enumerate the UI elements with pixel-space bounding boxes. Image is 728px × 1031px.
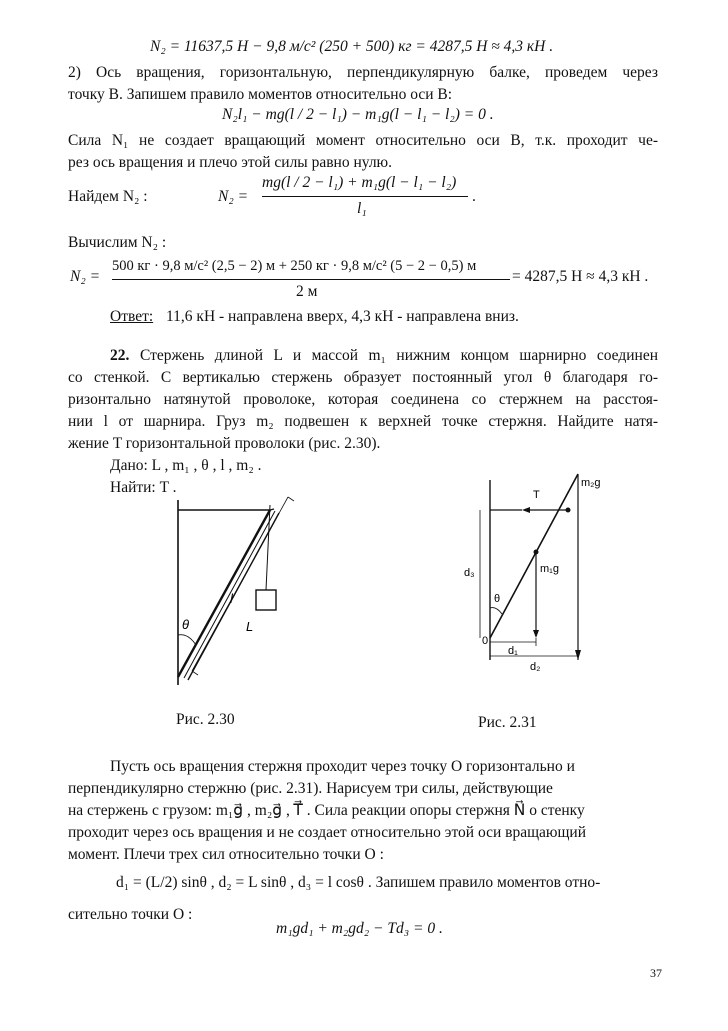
figure-2-31-caption: Рис. 2.31 [478, 714, 537, 731]
lever-arms-line: d₁ = (L/2) sinθ , d₂ = L sinθ , d₃ = l cosθ . Запишем правило моментов отно- [116, 874, 601, 891]
text-line: Стержень длиной L и массой m₁ нижним концом шарнирно соединен [140, 347, 658, 364]
text-line: проходит через ось вращения и не создает относительно этой оси вращающий [68, 824, 586, 841]
n2-lhs-2: N₂ = [70, 268, 101, 285]
d1-label: d₁ [508, 645, 518, 657]
given-line: Дано: L , m₁ , θ , l , m₂ . [110, 457, 262, 474]
equation-moments-o: m₁gd₁ + m₂gd₂ − Td₃ = 0 . [276, 920, 443, 937]
text-line: ризонтально натянутой проволоке, которая соединена со стержнем на расстоя- [68, 391, 658, 408]
fraction-denominator-2: 2 м [296, 283, 318, 300]
d3-label: d₃ [464, 567, 475, 579]
figure-2-30-caption: Рис. 2.30 [176, 711, 235, 728]
origin-label: 0 [482, 635, 489, 647]
L-label: L [246, 619, 254, 634]
n2-lhs: N₂ = [218, 188, 249, 205]
equation-moments-b: N₂l₁ − mg(l / 2 − l₁) − m₁g(l − l₁ − l₂) = 0 . [222, 106, 494, 123]
equation-n2-result: N₂ = 11637,5 Н − 9,8 м/с² (250 + 500) кг = 4287,5 Н ≈ 4,3 кН . [150, 38, 554, 55]
text-line: сительно точки O : [68, 906, 193, 923]
page-number: 37 [650, 966, 662, 980]
text-line: рез ось вращения и плечо этой силы равно нулю. [68, 154, 393, 171]
n2-rhs-2: = 4287,5 Н ≈ 4,3 кН . [512, 268, 649, 285]
d2-label: d₂ [530, 661, 541, 673]
compute-label: Вычислим N₂ : [68, 234, 167, 251]
find-label: Найдем N₂ : [68, 188, 148, 205]
theta-label: θ [494, 593, 501, 605]
answer-label: Ответ: [110, 308, 154, 325]
text-line: нии l от шарнира. Груз m₂ подвешен к верхней точке стержня. Найдите натя- [68, 413, 658, 430]
fraction-numerator-2: 500 кг · 9,8 м/с² (2,5 − 2) м + 250 кг · 9,8 м/с² (5 − 2 − 0,5) м [112, 258, 477, 274]
m1g-label: m₁g [540, 563, 559, 575]
text-line: со стенкой. С вертикалью стержень образует постоянный угол θ благодаря го- [68, 369, 658, 386]
fraction-numerator: mg(l / 2 − l₁) + m₁g(l − l₁ − l₂) [262, 174, 457, 191]
fraction-bar [262, 196, 468, 197]
find-line: Найти: T . [110, 479, 177, 496]
period: . [472, 188, 476, 205]
text-line: Сила N₁ не создает вращающий момент относительно оси В, т.к. проходит че- [68, 132, 658, 149]
fraction-bar-2 [112, 279, 510, 280]
problem-number: 22. [110, 347, 130, 364]
t-label: T [533, 489, 540, 501]
m2g-label: m₂g [581, 477, 601, 489]
text-line: точку В. Запишем правило моментов относительно оси В: [68, 86, 453, 103]
text-line: Пусть ось вращения стержня проходит через точку O горизонтально и [110, 758, 575, 775]
figure-2-30 [170, 495, 320, 695]
text-line: жение T горизонтальной проволоки (рис. 2.30). [68, 435, 381, 452]
fraction-denominator: l₁ [357, 200, 367, 217]
text-line: перпендикулярно стержню (рис. 2.31). Нарисуем три силы, действующие [68, 780, 553, 797]
text-line: на стержень с грузом: m₁g⃗ , m₂g⃗ , T⃗ . Сила реакции опоры стержня N⃗ о стенку [68, 802, 585, 819]
l-label: l [230, 591, 233, 606]
figure-2-31 [458, 470, 601, 680]
answer-text: 11,6 кН - направлена вверх, 4,3 кН - направлена вниз. [166, 308, 519, 325]
text-line: 2) Ось вращения, горизонтальную, перпендикулярную балке, проведем через [68, 64, 658, 81]
text-line: момент. Плечи трех сил относительно точки O : [68, 846, 384, 863]
theta-label: θ [182, 617, 190, 632]
